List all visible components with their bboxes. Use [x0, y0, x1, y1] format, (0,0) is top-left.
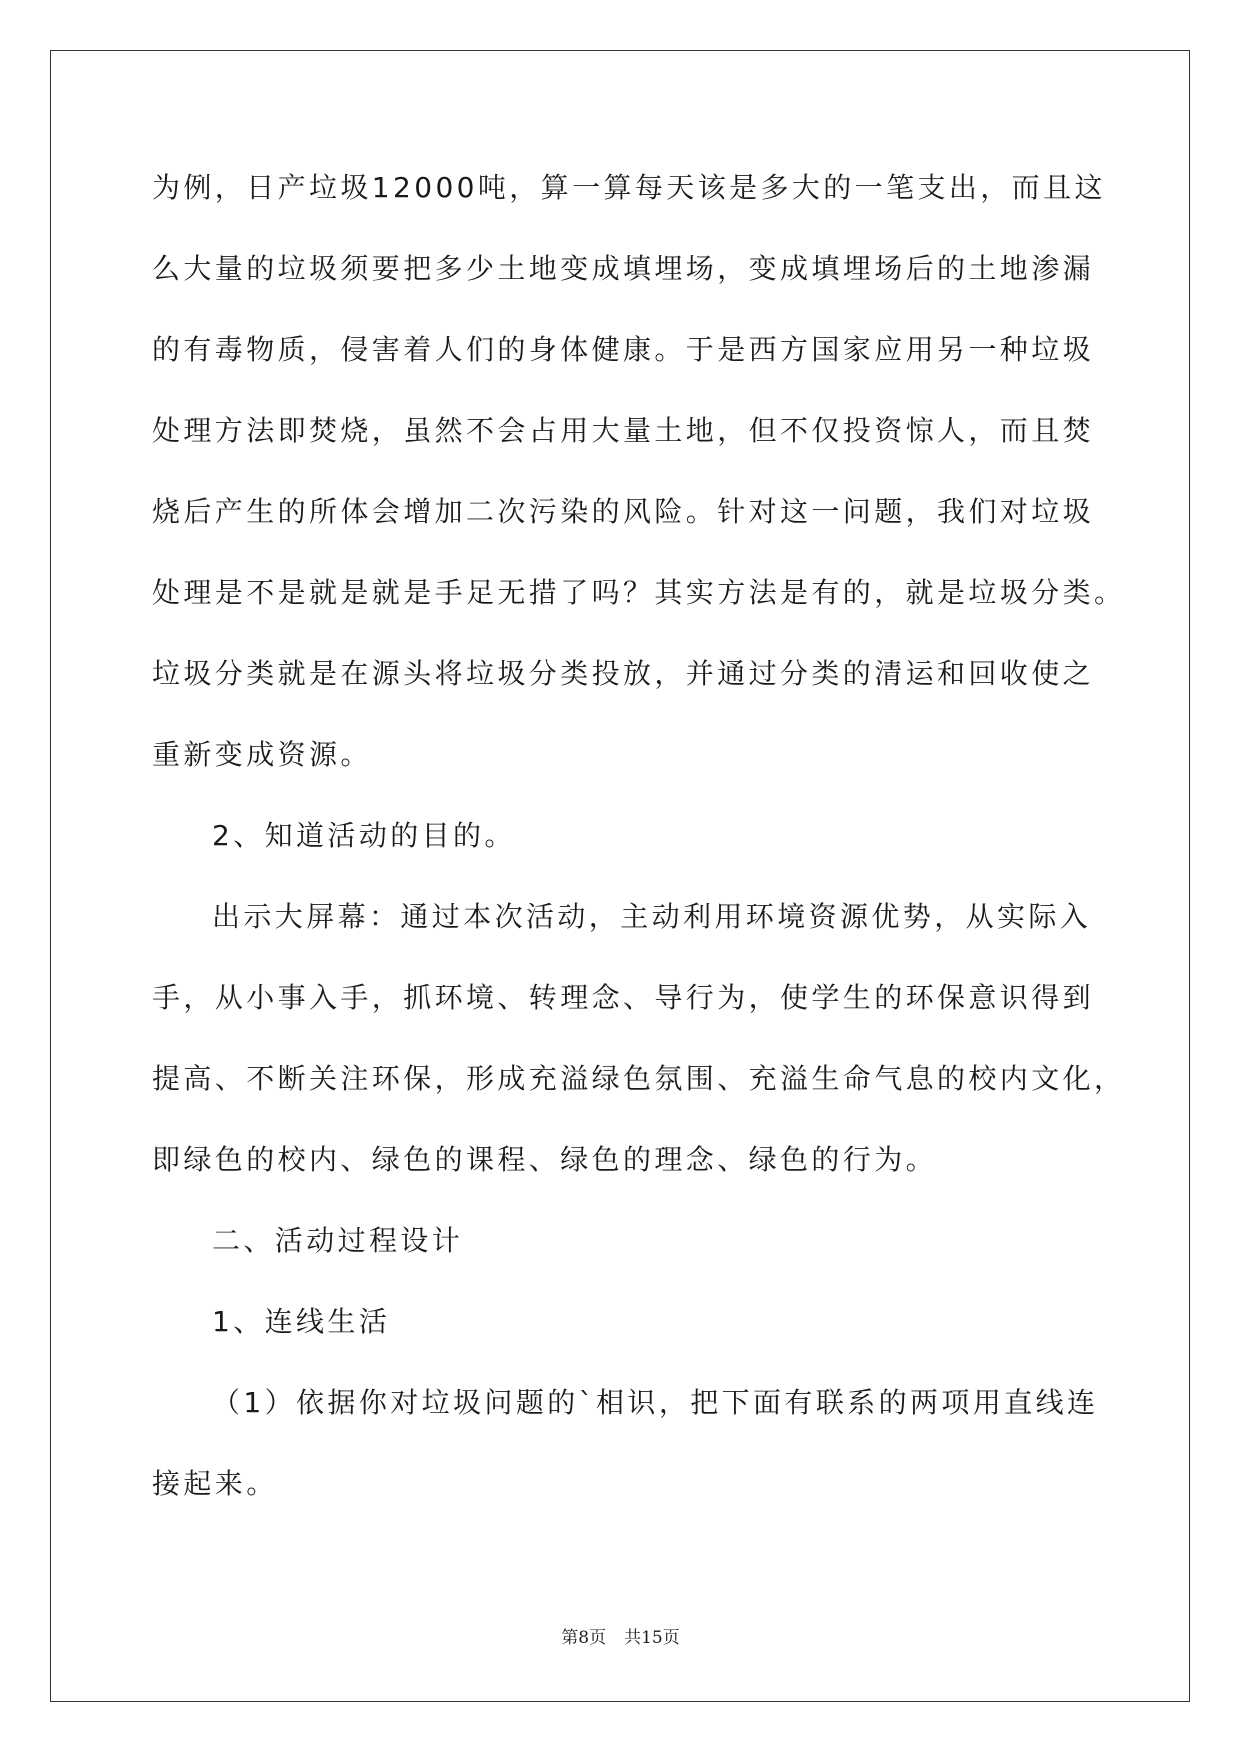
section-heading: 二、活动过程设计 — [212, 1224, 464, 1257]
page-number: 第8页 — [561, 1628, 607, 1648]
text-line: 处理方法即焚烧，虽然不会占用大量土地，但不仅投资惊人，而且焚 — [152, 414, 1095, 447]
page-border — [50, 50, 1190, 1702]
page-footer — [0, 1623, 1241, 1648]
text-line: 处理是不是就是就是手足无措了吗？其实方法是有的，就是垃圾分类。 — [152, 576, 1126, 609]
text-line: 提高、不断关注环保，形成充溢绿色氛围、充溢生命气息的校内文化， — [152, 1062, 1126, 1095]
text-line: 垃圾分类就是在源头将垃圾分类投放，并通过分类的清运和回收使之 — [152, 657, 1095, 690]
section-heading: 1、连线生活 — [212, 1305, 391, 1338]
text-line: 接起来。 — [152, 1467, 278, 1500]
text-line: 出示大屏幕：通过本次活动，主动利用环境资源优势，从实际入 — [212, 900, 1092, 933]
text-line: （1）依据你对垃圾问题的`相识，把下面有联系的两项用直线连 — [212, 1386, 1099, 1419]
text-line: 即绿色的校内、绿色的课程、绿色的理念、绿色的行为。 — [152, 1143, 938, 1176]
text-line: 重新变成资源。 — [152, 738, 372, 771]
page-total: 共15页 — [624, 1628, 680, 1648]
text-line: 为例，日产垃圾12000吨，算一算每天该是多大的一笔支出，而且这 — [152, 171, 1106, 204]
text-line: 么大量的垃圾须要把多少土地变成填埋场，变成填埋场后的土地渗漏 — [152, 252, 1095, 285]
section-heading: 2、知道活动的目的。 — [212, 819, 516, 852]
text-line: 手，从小事入手，抓环境、转理念、导行为，使学生的环保意识得到 — [152, 981, 1095, 1014]
text-line: 的有毒物质，侵害着人们的身体健康。于是西方国家应用另一种垃圾 — [152, 333, 1095, 366]
text-line: 烧后产生的所体会增加二次污染的风险。针对这一问题，我们对垃圾 — [152, 495, 1095, 528]
